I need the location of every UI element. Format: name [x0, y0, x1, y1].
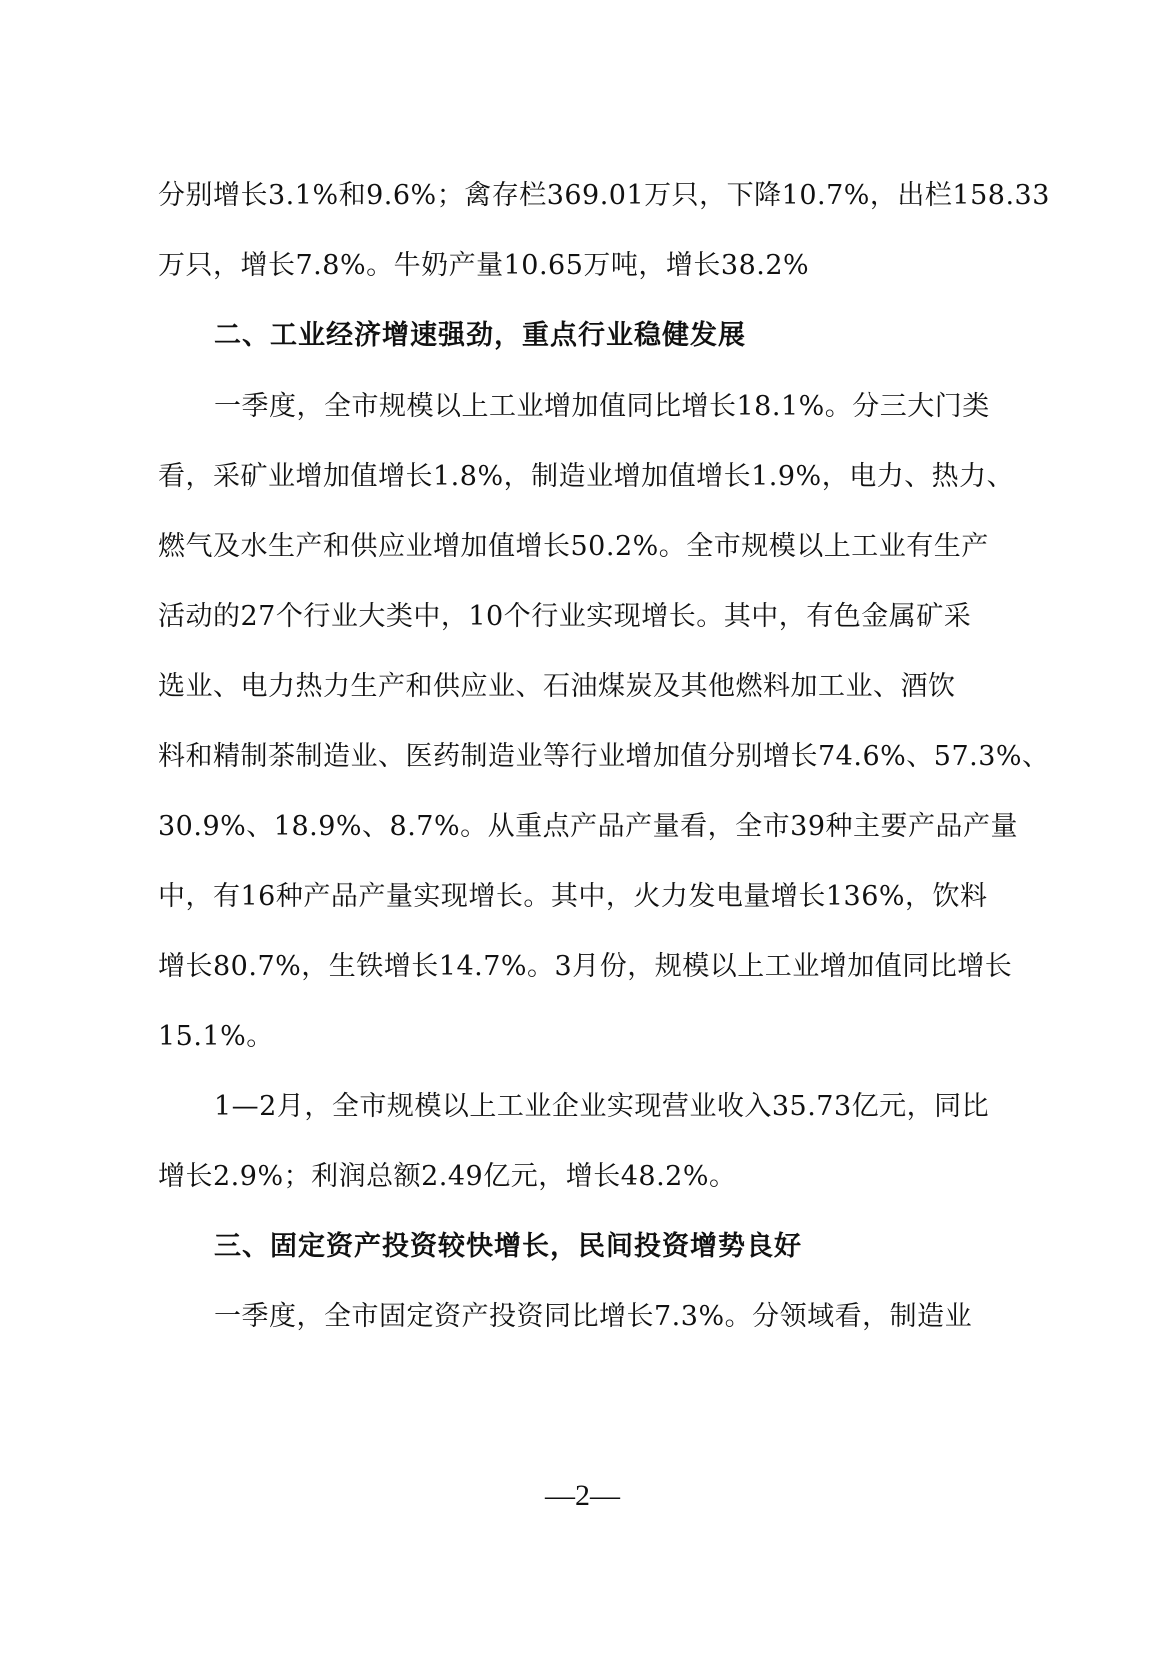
paragraph-line: 看，采矿业增加值增长1.8%，制造业增加值增长1.9%，电力、热力、	[158, 461, 1015, 492]
paragraph-line: 分别增长3.1%和9.6%；禽存栏369.01万只，下降10.7%，出栏158.33	[158, 180, 1050, 211]
paragraph-line: 一季度，全市固定资产投资同比增长7.3%。分领域看，制造业	[214, 1301, 973, 1332]
paragraph-line: 一季度，全市规模以上工业增加值同比增长18.1%。分三大门类	[214, 391, 990, 422]
paragraph-line: 料和精制茶制造业、医药制造业等行业增加值分别增长74.6%、57.3%、	[158, 741, 1050, 772]
paragraph-line: 增长80.7%，生铁增长14.7%。3月份，规模以上工业增加值同比增长	[158, 951, 1013, 982]
paragraph-line: 15.1%。	[158, 1021, 274, 1052]
paragraph-line: 活动的27个行业大类中，10个行业实现增长。其中，有色金属矿采	[158, 601, 972, 632]
paragraph-line: 30.9%、18.9%、8.7%。从重点产品产量看，全市39种主要产品产量	[158, 811, 1018, 842]
paragraph-line: 中，有16种产品产量实现增长。其中，火力发电量增长136%，饮料	[158, 881, 988, 912]
paragraph-line: 增长2.9%；利润总额2.49亿元，增长48.2%。	[158, 1161, 737, 1192]
paragraph-line: 选业、电力热力生产和供应业、石油煤炭及其他燃料加工业、酒饮	[158, 671, 956, 702]
paragraph-line: 万只，增长7.8%。牛奶产量10.65万吨，增长38.2%	[158, 250, 810, 281]
page-number: —2—	[545, 1479, 620, 1512]
paragraph-line: 1—2月，全市规模以上工业企业实现营业收入35.73亿元，同比	[214, 1091, 990, 1122]
paragraph-line: 燃气及水生产和供应业增加值增长50.2%。全市规模以上工业有生产	[158, 531, 989, 562]
section-heading-industry: 二、工业经济增速强劲，重点行业稳健发展	[214, 320, 746, 351]
section-heading-investment: 三、固定资产投资较快增长，民间投资增势良好	[214, 1231, 802, 1262]
